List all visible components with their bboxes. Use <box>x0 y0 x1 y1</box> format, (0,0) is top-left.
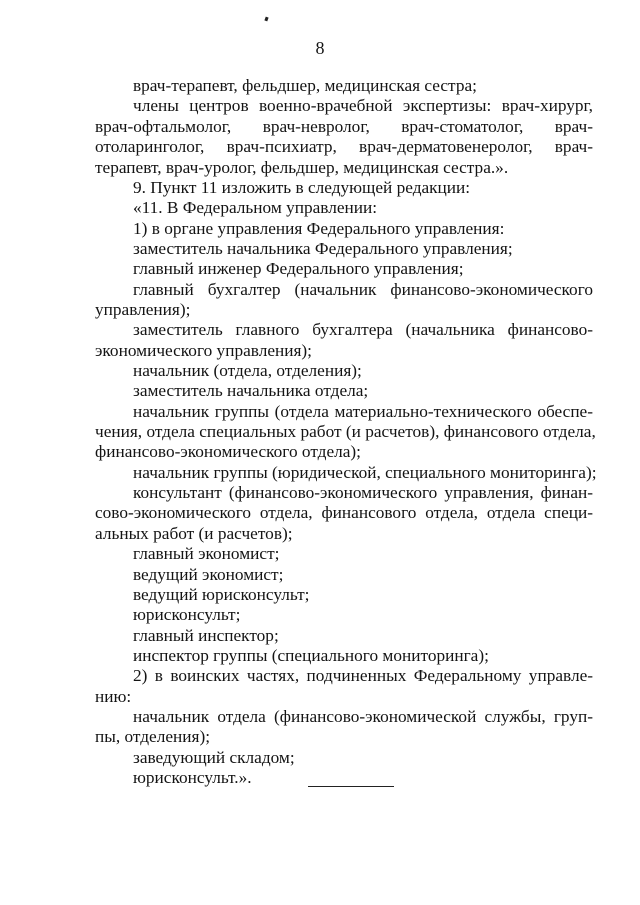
text-line: сово-экономического отдела, финансового отдела, отдела специ- <box>95 503 593 522</box>
text-line: начальник группы (юридической, специального мониторинга); <box>133 463 597 482</box>
text-line: главный бухгалтер (начальник финансово-экономического <box>133 280 593 299</box>
text-line: ведущий юрисконсульт; <box>133 585 310 604</box>
end-separator-line <box>308 786 394 787</box>
text-line: члены центров военно-врачебной экспертизы: врач-хирург, <box>133 96 593 115</box>
text-line: заместитель главного бухгалтера (начальника финансово- <box>133 320 593 339</box>
text-line: заместитель начальника Федерального управления; <box>133 239 513 258</box>
text-line: 1) в органе управления Федерального управления: <box>133 219 505 238</box>
text-line: юрисконсульт.». <box>133 768 252 787</box>
text-line: юрисконсульт; <box>133 605 241 624</box>
text-line: главный инженер Федерального управления; <box>133 259 464 278</box>
text-line: начальник отдела (финансово-экономической службы, груп- <box>133 707 593 726</box>
text-line: врач-терапевт, фельдшер, медицинская сестра; <box>133 76 477 95</box>
text-line: заведующий складом; <box>133 748 295 767</box>
page-number: 8 <box>315 38 325 58</box>
text-line: финансово-экономического отдела); <box>95 442 361 461</box>
text-line: начальник группы (отдела материально-технического обеспе- <box>133 402 593 421</box>
text-line: экономического управления); <box>95 341 312 360</box>
text-line: врач-офтальмолог, врач-невролог, врач-стоматолог, врач- <box>95 117 593 136</box>
text-line: чения, отдела специальных работ (и расчетов), финансового отдела, <box>95 422 596 441</box>
text-line: нию: <box>95 687 132 706</box>
text-line: альных работ (и расчетов); <box>95 524 293 543</box>
text-line: консультант (финансово-экономического управления, финан- <box>133 483 593 502</box>
text-line: управления); <box>95 300 191 319</box>
text-line: ведущий экономист; <box>133 565 284 584</box>
text-line: пы, отделения); <box>95 727 210 746</box>
text-line: главный инспектор; <box>133 626 279 645</box>
text-line: «11. В Федеральном управлении: <box>133 198 378 217</box>
text-line: главный экономист; <box>133 544 280 563</box>
text-line: инспектор группы (специального мониторинга); <box>133 646 489 665</box>
text-line: начальник (отдела, отделения); <box>133 361 362 380</box>
text-line: заместитель начальника отдела; <box>133 381 369 400</box>
scan-speck <box>264 17 268 22</box>
text-line: отоларинголог, врач-психиатр, врач-дерматовенеролог, врач- <box>95 137 593 156</box>
text-line: 9. Пункт 11 изложить в следующей редакции: <box>133 178 471 197</box>
text-line: терапевт, врач-уролог, фельдшер, медицинская сестра.». <box>95 158 509 177</box>
text-line: 2) в воинских частях, подчиненных Федеральному управле- <box>133 666 593 685</box>
